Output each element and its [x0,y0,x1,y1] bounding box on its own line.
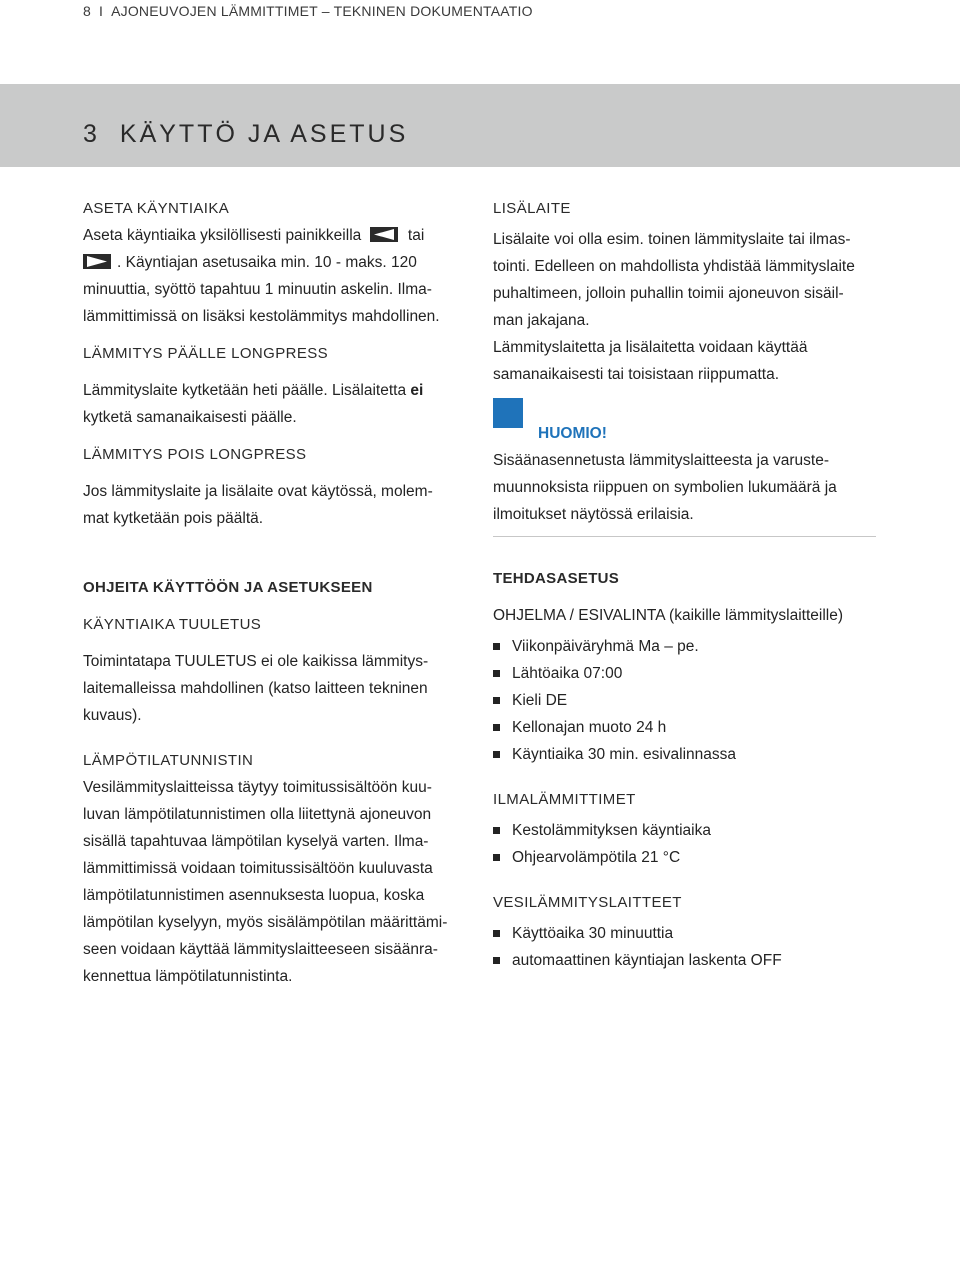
paragraph-line: Lisälaite voi olla esim. toinen lämmityslaite tai ilmas- [493,231,851,248]
list-item: Käyntiaika 30 min. esivalinnassa [493,741,876,768]
list-item: Lähtöaika 07:00 [493,660,876,687]
list-item: Viikonpäiväryhmä Ma – pe. [493,633,876,660]
list-item: Kestolämmityksen käyntiaika [493,817,876,844]
paragraph-line: mat kytketään pois päältä. [83,510,264,527]
list-item: Kieli DE [493,687,876,714]
header-separator: I [99,3,104,19]
bold-word: ei [410,382,424,399]
paragraph-line: Lämmityslaite kytketään heti päälle. Lisälaitetta ei [83,382,424,399]
paragraph-line: seen voidaan käyttää lämmityslaitteeseen sisäänra- [83,941,438,958]
paragraph-line: Jos lämmityslaite ja lisälaite ovat käytössä, molem- [83,483,433,500]
paragraph-line: . Käyntiajan asetusaika min. 10 - maks. 120 [83,249,483,276]
list-item: Käyttöaika 30 minuuttia [493,920,876,947]
paragraph-line: laitemalleissa mahdollinen (katso laitteen tekninen [83,680,428,697]
note-title: HUOMIO! [538,425,607,442]
subsection-heading: OHJELMA / ESIVALINTA (kaikille lämmityslaitteille) [493,607,844,624]
chapter-number: 3 [83,120,100,148]
paragraph-line: muunnoksista riippuen on symbolien lukumäärä ja [493,479,837,496]
paragraph-line: lämmittimissä on lisäksi kestolämmitys mahdollinen. [83,308,440,325]
section-heading: LÄMPÖTILATUNNISTIN [83,752,254,769]
paragraph-line: minuuttia, syöttö tapahtuu 1 minuutin askelin. Ilma- [83,281,432,298]
paragraph-line: kuvaus). [83,707,142,724]
list-item: automaattinen käyntiajan laskenta OFF [493,947,876,974]
paragraph-line: kytketä samanaikaisesti päälle. [83,409,297,426]
paragraph-line: lämpötilan kyselyyn, myös sisälämpötilan määrittämi- [83,914,448,931]
running-header [83,0,533,22]
paragraph-line: kennettua lämpötilatunnistinta. [83,968,293,985]
section-ohjeita [83,574,483,729]
section-lisalaite [493,195,876,388]
left-column [83,195,483,990]
paragraph-line: puhaltimeen, jolloin puhallin toimii ajoneuvon sisäil- [493,285,844,302]
arrow-right-button-icon [83,254,111,269]
bullet-list-vesi [493,920,876,974]
note-huomio [493,398,876,537]
chapter-title [83,118,408,150]
paragraph-line: luvan lämpötilatunnistimen olla liitettynä ajoneuvon [83,806,432,823]
section-lammitys-paalle [83,340,483,431]
section-heading: LISÄLAITE [493,200,571,217]
paragraph-line: lämpötilatunnistimen asennuksesta luopua, koska [83,887,425,904]
paragraph-line: samanaikaisesti tai toisistaan riippumatta. [493,366,780,383]
section-tehdasasetus [493,565,876,974]
subsection-heading: KÄYNTIAIKA TUULETUS [83,616,262,633]
paragraph-line: lämmittimissä voidaan toimitussisältöön kuuluvasta [83,860,433,877]
paragraph-line: Toimintatapa TUULETUS ei ole kaikissa lämmitys- [83,653,429,670]
paragraph-line: Lämmityslaitetta ja lisälaitetta voidaan käyttää [493,339,808,356]
paragraph-line: man jakajana. [493,312,590,329]
section-heading-bold: OHJEITA KÄYTTÖÖN JA ASETUKSEEN [83,579,373,596]
paragraph-line: Aseta käyntiaika yksilöllisesti painikkeilla tai [83,227,425,244]
subsection-heading: VESILÄMMITYSLAITTEET [493,894,682,911]
section-lammitys-pois [83,441,483,532]
bullet-list-ohjelma [493,633,876,768]
chapter-name: KÄYTTÖ JA ASETUS [119,120,409,148]
list-item: Ohjearvolämpötila 21 °C [493,844,876,871]
section-heading: ASETA KÄYNTIAIKA [83,200,230,217]
page-number: 8 [83,3,91,19]
paragraph-line: sisällä tapahtuvaa lämpötilan kyselyä varten. Ilma- [83,833,429,850]
right-column [493,195,876,974]
subsection-heading: ILMALÄMMITTIMET [493,791,636,808]
document-title: AJONEUVOJEN LÄMMITTIMET – TEKNINEN DOKUMENTAATIO [111,3,533,19]
paragraph-line: tointi. Edelleen on mahdollista yhdistää lämmityslaite [493,258,855,275]
paragraph-line: ilmoitukset näytössä erilaisia. [493,506,694,523]
paragraph-line: Vesilämmityslaitteissa täytyy toimitussisältöön kuu- [83,779,432,796]
bullet-list-ilma [493,817,876,871]
section-aseta-kayntiaika [83,195,483,330]
note-square-icon [493,398,523,428]
paragraph-line: Sisäänasennetusta lämmityslaitteesta ja varuste- [493,452,829,469]
arrow-left-button-icon [370,227,398,242]
section-heading-bold: TEHDASASETUS [493,570,620,587]
section-lampotilatunnistin [83,747,483,990]
section-heading: LÄMMITYS PÄÄLLE LONGPRESS [83,345,329,362]
list-item: Kellonajan muoto 24 h [493,714,876,741]
section-heading: LÄMMITYS POIS LONGPRESS [83,446,307,463]
